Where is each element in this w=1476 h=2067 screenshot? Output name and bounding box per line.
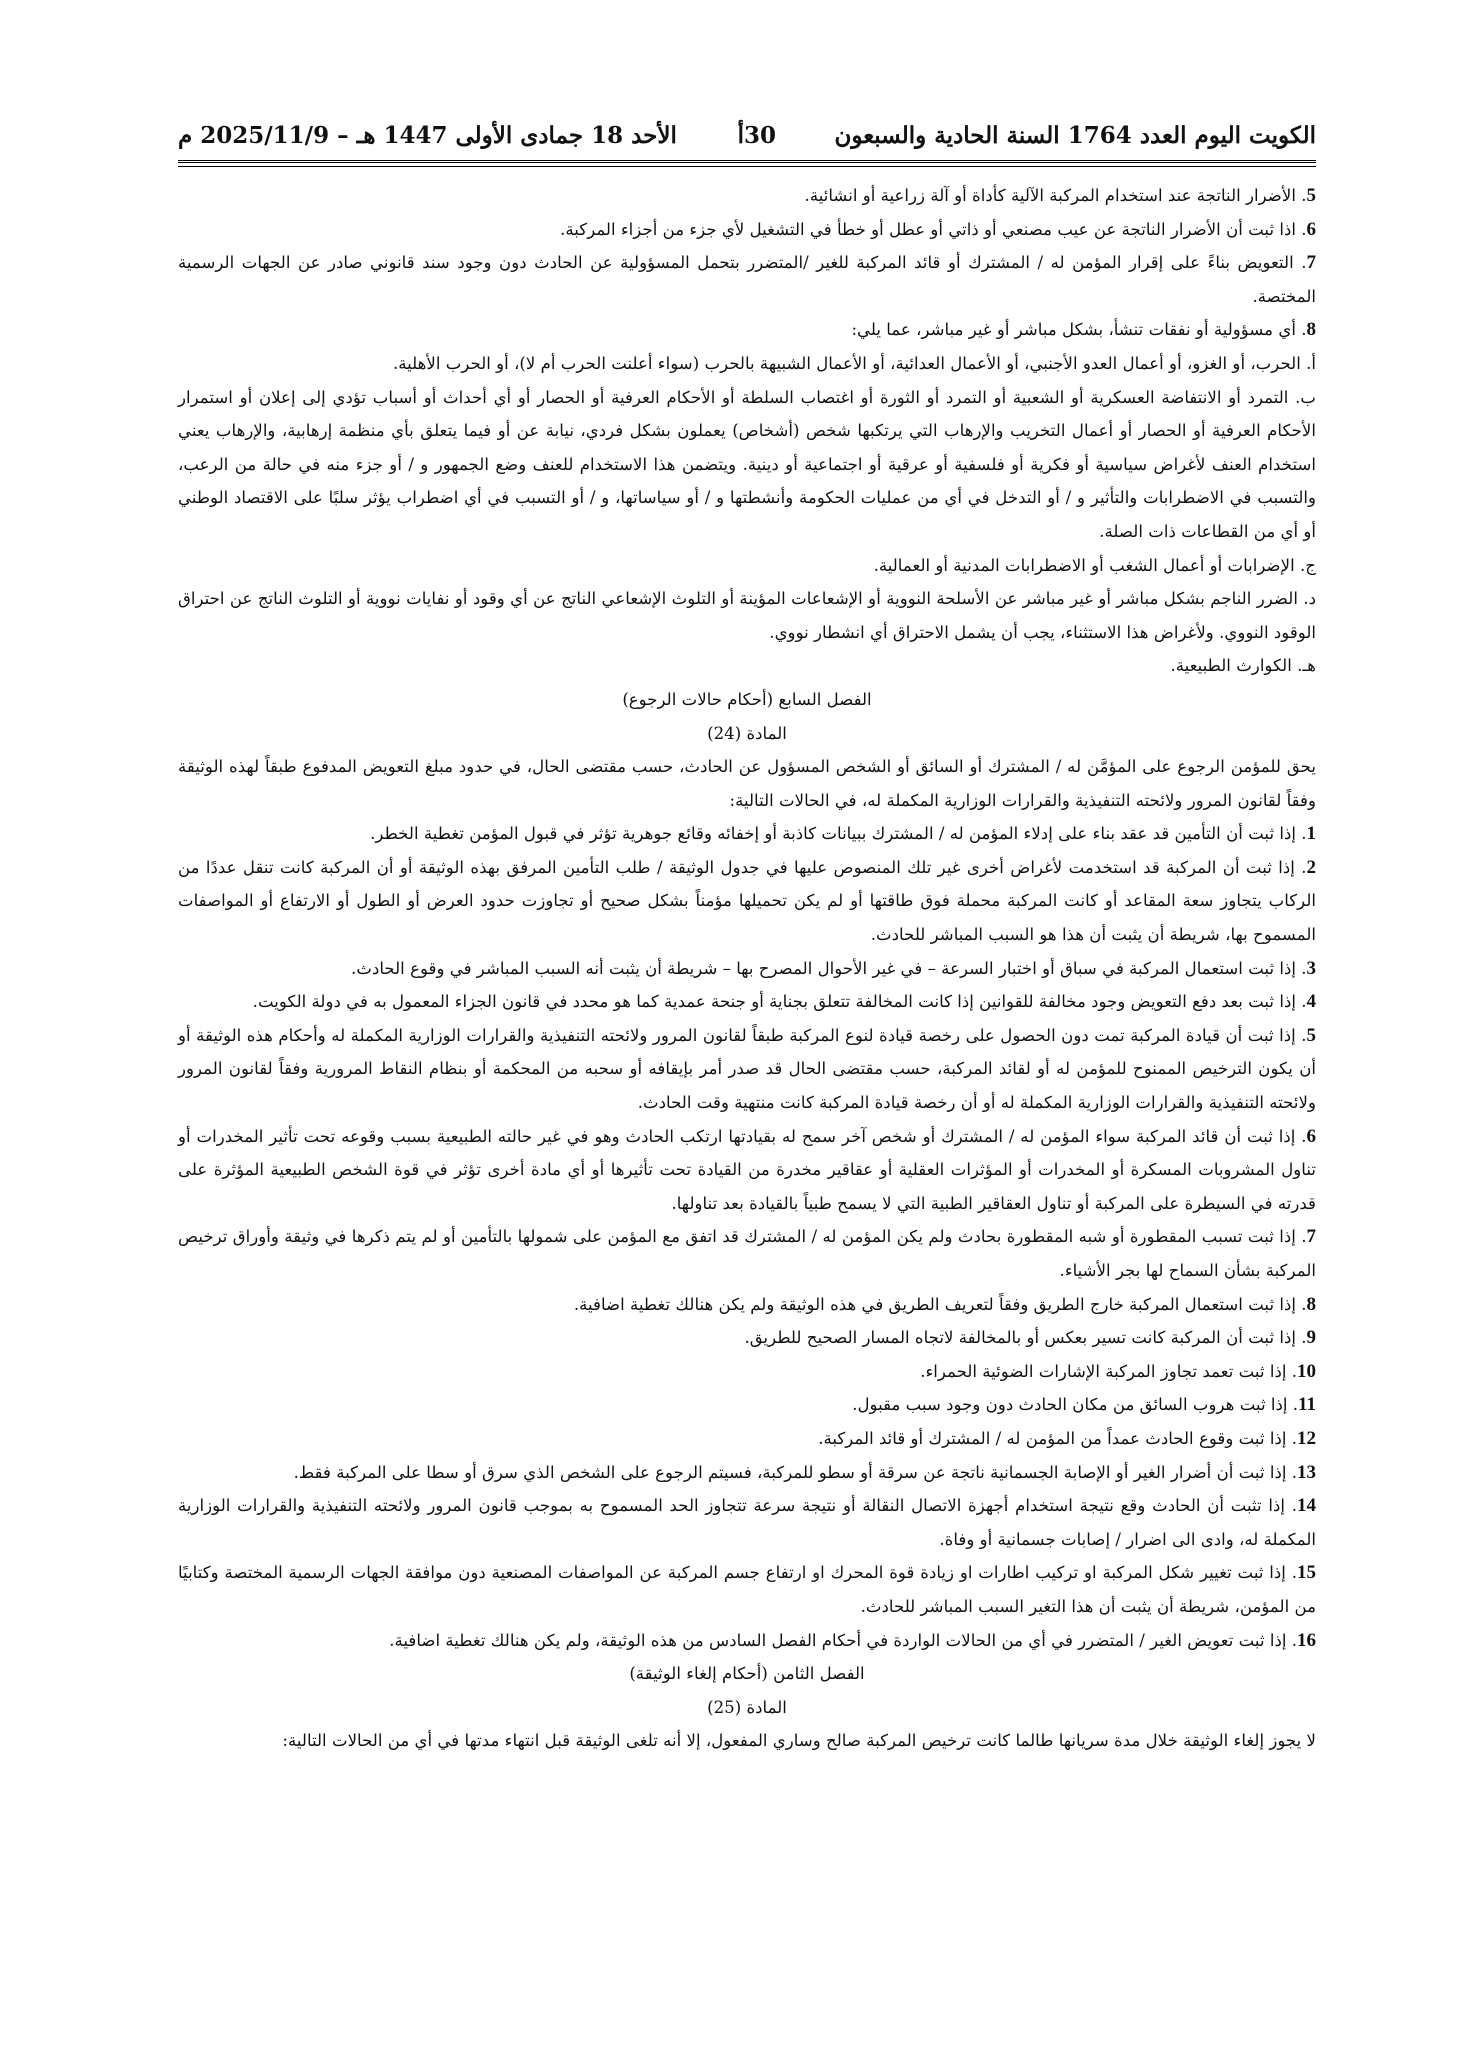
paragraph — [178, 1456, 1316, 1490]
paragraph-text: . إذا ثبت تعمد تجاوز المركبة الإشارات الضوئية الحمراء. — [920, 1361, 1297, 1381]
paragraph-text: لا يجوز إلغاء الوثيقة خلال مدة سريانها طالما كانت ترخيص المركبة صالح وساري المفعول، إلا أنه تلغى الوثيقة قبل انتهاء مدتها في أي من الحالات التالية: — [282, 1731, 1316, 1751]
paragraph — [178, 1624, 1316, 1658]
header-rule — [178, 160, 1316, 167]
item-number: 9 — [1306, 1327, 1316, 1349]
gazette-issue: الكويت اليوم العدد 1764 السنة الحادية والسبعون — [834, 122, 1316, 149]
item-number: 1 — [1306, 823, 1316, 845]
paragraph-text: . إذا ثبت وقوع الحادث عمداً من المؤمن له / المشترك أو قائد المركبة. — [818, 1428, 1297, 1448]
paragraph-text: . إذا ثبت تعويض الغير / المتضرر في أي من الحالات الواردة في أحكام الفصل السادس من هذه الوثيقة، ولم يكن هنالك تغطية اضافية. — [389, 1630, 1297, 1650]
paragraph — [178, 582, 1316, 649]
page-number: 30أ — [737, 122, 776, 149]
item-number: 8 — [1306, 1293, 1316, 1315]
paragraph — [178, 750, 1316, 817]
item-number: 3 — [1306, 957, 1316, 979]
paragraph-text: . إذا ثبت أن التأمين قد عقد بناء على إدلاء المؤمن له / المشترك ببيانات كاذبة أو إخفائه وقائع جوهرية تؤثر في قبول المؤمن تغطية الخطر. — [370, 824, 1307, 844]
paragraph — [178, 952, 1316, 986]
paragraph — [178, 347, 1316, 381]
paragraph-text: . الأضرار الناتجة عند استخدام المركبة الآلية كأداة أو آلة زراعية أو انشائية. — [804, 186, 1307, 205]
paragraph — [178, 1220, 1316, 1287]
paragraph — [178, 213, 1316, 247]
item-number: 2 — [1306, 856, 1316, 878]
paragraph-text: . إذا ثبت أن قائد المركبة سواء المؤمن له / المشترك أو شخص آخر سمح له بقيادتها ارتكب الحادث وهو في غير حالته الطبيعية بسبب وقوعه تحت تأثير المخدرات أو تناول المشروبات المسكرة أو المخدرات أو المؤثرات العقلية أو عقاقير مخدرة من القيادة تحت تأثيرها أو أي مادة أخرى تؤثر في قوة الشخص الطبيعية المؤثرة على قدرته في السيطرة على المركبة أو تناول العقاقير الطبية التي لا يسمح طبياً بالقيادة بعد تناولها. — [178, 1126, 1316, 1213]
paragraph — [178, 1489, 1316, 1556]
paragraph-text: د. الضرر الناجم بشكل مباشر أو غير مباشر عن الأسلحة النووية أو الإشعاعات المؤينة أو التلوث الإشعاعي الناتج عن أي وقود أو نفايات نووية أو التلوث الناتج عن احتراق الوقود النووي. ولأغراض هذا الاستثناء، يجب أن يشمل الاحتراق أي انشطار نووي. — [178, 589, 1316, 642]
paragraph-text: يحق للمؤمن الرجوع على المؤمَّن له / المشترك أو السائق أو الشخص المسؤول عن الحادث، حسب مقتضى الحال، في حدود مبلغ التعويض المدفوع طبقاً لهذه الوثيقة وفقاً لقانون المرور ولائحته التنفيذية والقرارات الوزارية المكملة له، في الحالات التالية: — [178, 757, 1316, 810]
paragraph — [178, 549, 1316, 583]
item-number: 7 — [1306, 252, 1316, 274]
item-number: 5 — [1306, 1024, 1316, 1046]
issue-date: الأحد 18 جمادى الأولى 1447 هـ – 2025/11/9 م — [178, 122, 677, 149]
paragraph — [178, 851, 1316, 952]
paragraph-text: الفصل الثامن (أحكام إلغاء الوثيقة) — [629, 1664, 865, 1684]
paragraph-text: . إذا ثبت تغيير شكل المركبة او تركيب اطارات او زيادة قوة المحرك او ارتفاع جسم المركبة عن المواصفات المصنعية دون موافقة الجهات الرسمية المختصة وكتابيًا من المؤمن، شريطة أن يثبت أن هذا التغير السبب المباشر للحادث. — [178, 1563, 1316, 1616]
paragraph-text: . التعويض بناءً على إقرار المؤمن له / المشترك أو قائد المركبة للغير /المتضرر بتحمل المسؤولية عن الحادث دون وجود سند قانوني صادر عن الجهات الرسمية المختصة. — [178, 253, 1316, 306]
paragraph-text: . إذا ثبت أن المركبة كانت تسير بعكس أو بالمخالفة لاتجاه المسار الصحيح للطريق. — [744, 1328, 1307, 1348]
item-number: 15 — [1297, 1562, 1316, 1584]
paragraph-text: . اذا ثبت أن الأضرار الناتجة عن عيب مصنعي أو ذاتي أو عطل أو خطأ في التشغيل لأي جزء من أجزاء المركبة. — [560, 219, 1307, 239]
paragraph-text: هـ. الكوارث الطبيعية. — [1170, 656, 1316, 676]
paragraph-text: ب. التمرد أو الانتفاضة العسكرية أو الشعبية أو التمرد أو الثورة أو اغتصاب السلطة أو الأحكام العرفية أو الحصار أو أي أحداث أو أسباب تؤدي إلى إعلان أو استمرار الأحكام العرفية أو الحصار أو أعمال التخريب والإرهاب التي يرتكبها شخص (أشخاص) يعملون بشكل فردي، نيابة عن أو فيما يتعلق بأي منظمة إرهابية، والإرهاب يعني استخدام العنف لأغراض سياسية أو فكرية أو فلسفية أو عرقية أو اجتماعية أو دينية. ويتضمن هذا الاستخدام للعنف وضع الجمهور و / أو جزء منه في حالة من الرعب، والتسبب في الاضطرابات والتأثير و / أو التدخل في أي من عمليات الحكومة وأنشطتها و / أو سياساتها، و / أو التسبب في أي اضطراب يؤثر سلبًا على الاقتصاد الوطني أو أي من القطاعات ذات الصلة. — [178, 387, 1316, 541]
item-number: 12 — [1297, 1427, 1316, 1449]
section-heading — [178, 1657, 1316, 1691]
item-number: 11 — [1298, 1394, 1316, 1416]
paragraph-text: الفصل السابع (أحكام حالات الرجوع) — [622, 689, 872, 709]
paragraph-text: المادة (24) — [707, 723, 787, 743]
paragraph — [178, 817, 1316, 851]
section-heading — [178, 1691, 1316, 1725]
item-number: 10 — [1297, 1360, 1316, 1382]
item-number: 16 — [1297, 1629, 1316, 1651]
paragraph-text: . إذا ثبت أن أضرار الغير أو الإصابة الجسمانية ناتجة عن سرقة أو سطو للمركبة، فسيتم الرجوع على الشخص الذي سرق أو سطا على المركبة فقط. — [293, 1462, 1297, 1482]
paragraph-text: المادة (25) — [707, 1697, 787, 1717]
paragraph — [178, 1120, 1316, 1221]
document-body — [178, 179, 1316, 1758]
paragraph — [178, 381, 1316, 549]
document-page — [178, 118, 1316, 2038]
paragraph-text: . إذا ثبت استعمال المركبة في سباق أو اختبار السرعة – في غير الأحوال المصرح بها – شريطة أن يثبت أنه السبب المباشر في وقوع الحادث. — [351, 958, 1307, 978]
item-number: 6 — [1306, 1125, 1316, 1147]
paragraph-text: . إذا ثبت أن المركبة قد استخدمت لأغراض أخرى غير تلك المنصوص عليها في جدول الوثيقة / طلب التأمين المرفق بهذه الوثيقة أو أن المركبة كانت تنقل عددًا من الركاب يتجاوز سعة المقاعد أو كانت المركبة محملة فوق طاقتها أو لم يكن تحميلها مؤمناً بشكل صحيح أو تجاوزت حدود العرض أو الطول أو الارتفاع أو المواصفات المسموح بها، شريطة أن يثبت أن هذا هو السبب المباشر للحادث. — [178, 857, 1316, 945]
item-number: 8 — [1306, 319, 1316, 341]
section-heading — [178, 683, 1316, 717]
paragraph — [178, 1556, 1316, 1623]
paragraph-text: . إذا ثبت تسبب المقطورة أو شبه المقطورة بحادث ولم يكن المؤمن له / المشترك قد اتفق مع المؤمن على شمولها بالتأمين أو لم يتم ذكرها في وثيقة وأوراق ترخيص المركبة بشأن السماح لها بجر الأشياء. — [178, 1227, 1316, 1280]
item-number: 13 — [1297, 1461, 1316, 1483]
paragraph — [178, 179, 1316, 213]
paragraph — [178, 313, 1316, 347]
paragraph-text: . أي مسؤولية أو نفقات تنشأ، بشكل مباشر أو غير مباشر، عما يلي: — [851, 320, 1307, 340]
paragraph — [178, 985, 1316, 1019]
paragraph — [178, 1422, 1316, 1456]
paragraph-text: . إذا ثبت أن قيادة المركبة تمت دون الحصول على رخصة قيادة لنوع المركبة طبقاً لقانون المرور ولائحته التنفيذية والقرارات الوزارية المكملة له وأحكام هذه الوثيقة أو أن يكون الترخيص الممنوح للمؤمن له أو لقائد المركبة، حسب مقتضى الحال قد صدر أمر بإيقافه أو سحبه من المحكمة أو بنظام النقاط المرورية وفقاً لقانون المرور ولائحته التنفيذية والقرارات الوزارية المكملة له أو أن رخصة قيادة المركبة كانت منتهية وقت الحادث. — [178, 1025, 1316, 1113]
item-number: 6 — [1306, 218, 1316, 240]
paragraph-text: . إذا ثبت استعمال المركبة خارج الطريق وفقاً لتعريف الطريق في هذه الوثيقة ولم يكن هنالك تغطية اضافية. — [573, 1294, 1307, 1314]
paragraph — [178, 1019, 1316, 1120]
paragraph — [178, 1355, 1316, 1389]
paragraph — [178, 246, 1316, 313]
paragraph — [178, 649, 1316, 683]
paragraph-text: أ. الحرب، أو الغزو، أو أعمال العدو الأجنبي، أو الأعمال العدائية، أو الأعمال الشبيهة بالحرب (سواء أعلنت الحرب أم لا)، أو الحرب الأهلية. — [392, 353, 1316, 373]
item-number: 4 — [1306, 991, 1316, 1013]
paragraph-text: ج. الإضرابات أو أعمال الشغب أو الاضطرابات المدنية أو العمالية. — [873, 555, 1316, 575]
item-number: 5 — [1306, 185, 1316, 206]
item-number: 14 — [1297, 1495, 1316, 1517]
paragraph — [178, 1321, 1316, 1355]
item-number: 7 — [1306, 1226, 1316, 1248]
paragraph — [178, 1724, 1316, 1758]
paragraph — [178, 1288, 1316, 1322]
paragraph-text: . إذا ثبت بعد دفع التعويض وجود مخالفة للقوانين إذا كانت المخالفة تتعلق بجناية أو جنحة عمدية كما هو محدد في قانون الجزاء المعمول به في دولة الكويت. — [252, 992, 1307, 1012]
paragraph — [178, 1388, 1316, 1422]
paragraph-text: . إذا ثبت هروب السائق من مكان الحادث دون وجود سبب مقبول. — [852, 1395, 1299, 1415]
page-header — [178, 118, 1316, 158]
section-heading — [178, 717, 1316, 751]
paragraph-text: . إذا تثبت أن الحادث وقع نتيجة استخدام أجهزة الاتصال النقالة أو نتيجة سرعة تتجاوز الحد المسموح به بموجب قانون المرور ولائحته التنفيذية والقرارات الوزارية المكملة له، وادى الى اضرار / إصابات جسمانية أو وفاة. — [178, 1496, 1316, 1549]
